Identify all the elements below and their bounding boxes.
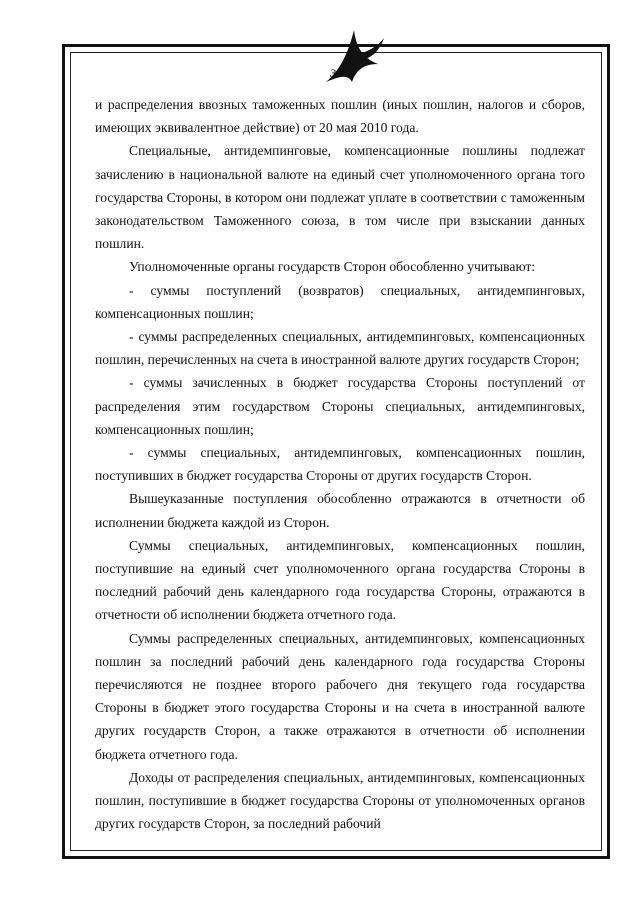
paragraph: Специальные, антидемпинговые, компенсационные пошлины подлежат зачислению в национальной валюте на единый счет уполномоченного органа того государства Стороны, в котором они подлежат уплате в соответствии с таможенным законодательством Таможенного союза, в том числе при взыскании данных пошлин. (95, 143, 585, 252)
list-item: - суммы распределенных специальных, антидемпинговых, компенсационных пошлин, перечисленных на счета в иностранной валюте других государств Сторон; (95, 329, 585, 368)
emblem-icon (318, 24, 388, 94)
paragraph: Суммы специальных, антидемпинговых, компенсационных пошлин, поступившие на единый счет уполномоченного органа государства Стороны в последний рабочий день календарного года государства Стороны, отражаются в отчетности об исполнении бюджета отчетного года. (95, 537, 585, 623)
paragraph: Вышеуказанные поступления обособленно отражаются в отчетности об исполнении бюджета каждой из Сторон. (95, 491, 585, 530)
paragraph: и распределения ввозных таможенных пошлин (иных пошлин, налогов и сборов, имеющих эквивалентное действие) от 20 мая 2010 года. (95, 97, 585, 136)
page-number: 37 (330, 66, 342, 80)
document-body (95, 93, 585, 836)
paragraph: Доходы от распределения специальных, антидемпинговых, компенсационных пошлин, поступившие в бюджет государства Стороны от уполномоченных органов других государств Сторон, за последний рабочий (95, 769, 585, 832)
list-item: - суммы поступлений (возвратов) специальных, антидемпинговых, компенсационных пошлин; (95, 282, 585, 321)
paragraph: Уполномоченные органы государств Сторон обособленно учитывают: (129, 259, 536, 275)
paragraph: Суммы распределенных специальных, антидемпинговых, компенсационных пошлин за последний рабочий день календарного года государства Стороны перечисляются не позднее второго рабочего дня текущего года государства Стороны в бюджет этого государства Стороны и на счета в иностранной валюте других государств Сторон, а также отражаются в отчетности об исполнении бюджета отчетного года. (95, 630, 585, 762)
list-item: - суммы зачисленных в бюджет государства Стороны поступлений от распределения этим государством Стороны специальных, антидемпинговых, компенсационных пошлин; (95, 375, 585, 437)
list-item: - суммы специальных, антидемпинговых, компенсационных пошлин, поступивших в бюджет государства Стороны от других государств Сторон. (95, 445, 585, 484)
